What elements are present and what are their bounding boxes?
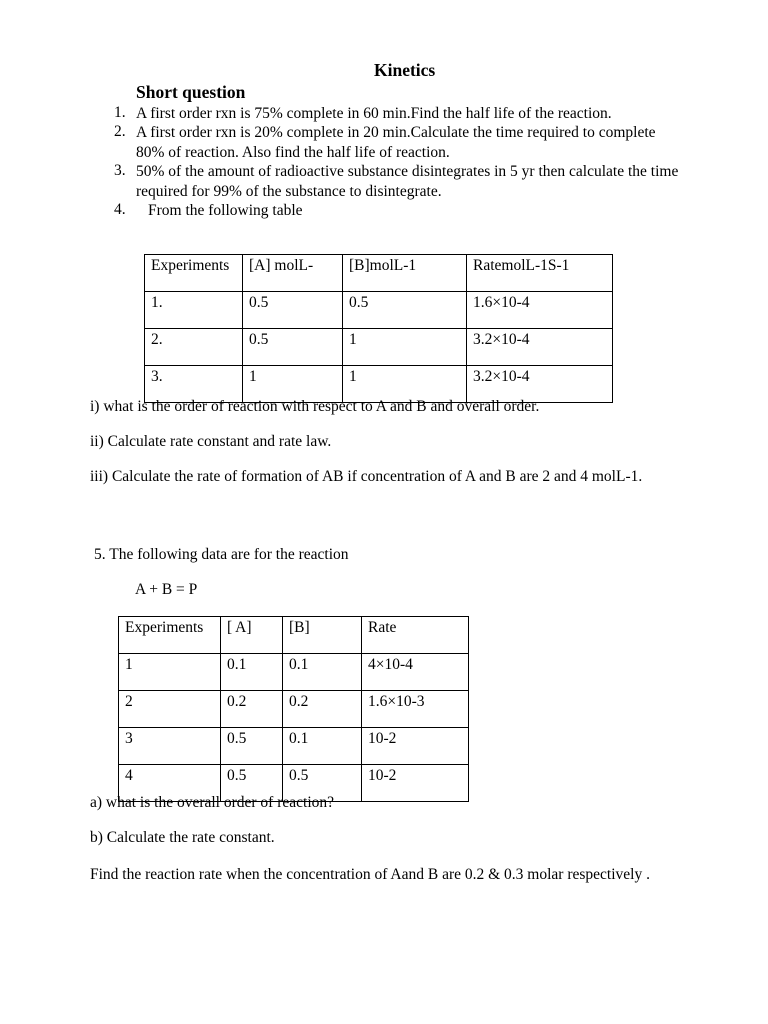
table-row — [145, 292, 613, 329]
table-header-cell: Experiments — [145, 255, 243, 292]
table-cell: 0.2 — [221, 691, 283, 728]
table-cell: 0.5 — [243, 329, 343, 366]
table-cell: 4×10-4 — [362, 654, 469, 691]
table-cell: 1.6×10-4 — [467, 292, 613, 329]
question-text: A first order rxn is 75% complete in 60 min.Find the half life of the reaction. — [136, 105, 612, 122]
table-row — [145, 329, 613, 366]
sub-question: b) Calculate the rate constant. — [90, 829, 275, 846]
question-5-intro: 5. The following data are for the reaction — [94, 546, 349, 563]
sub-question: a) what is the overall order of reaction? — [90, 794, 335, 811]
question-text: 50% of the amount of radioactive substance disintegrates in 5 yr then calculate the time required for 99% of the substance to disintegrate. — [136, 163, 679, 200]
table-header-cell: [B]molL-1 — [343, 255, 467, 292]
rate-data-table-2 — [118, 616, 469, 802]
table-cell: 1.6×10-3 — [362, 691, 469, 728]
question-text: A first order rxn is 20% complete in 20 min.Calculate the time required to complete 80% of reaction. Also find the half life of reaction. — [136, 124, 656, 161]
table-cell: 0.1 — [221, 654, 283, 691]
table-header-row — [145, 255, 613, 292]
rate-data-table-1 — [144, 254, 613, 403]
table-row — [145, 366, 613, 403]
table-cell: 0.5 — [221, 765, 283, 802]
table-cell: 1 — [343, 366, 467, 403]
question-number: 3. — [114, 162, 126, 179]
table-header-cell: [A] molL- — [243, 255, 343, 292]
question-text: From the following table — [148, 202, 303, 219]
table-cell: 2. — [145, 329, 243, 366]
question-number: 4. — [114, 201, 126, 218]
table-cell: 1 — [343, 329, 467, 366]
table-row — [119, 654, 469, 691]
table-cell: 0.5 — [221, 728, 283, 765]
sub-question: ii) Calculate rate constant and rate law. — [90, 433, 332, 450]
table-cell: 3 — [119, 728, 221, 765]
table-cell: 0.1 — [283, 654, 362, 691]
question-number: 2. — [114, 123, 126, 140]
question-number: 1. — [114, 104, 126, 121]
table-header-cell: [B] — [283, 617, 362, 654]
table-cell: 0.5 — [243, 292, 343, 329]
table-cell: 3.2×10-4 — [467, 366, 613, 403]
table-cell: 10-2 — [362, 765, 469, 802]
section-heading: Short question — [136, 82, 246, 102]
table-cell: 3.2×10-4 — [467, 329, 613, 366]
table-cell: 1 — [243, 366, 343, 403]
table-cell: 0.5 — [343, 292, 467, 329]
table-cell: 0.1 — [283, 728, 362, 765]
table-cell: 2 — [119, 691, 221, 728]
table-cell: 4 — [119, 765, 221, 802]
table-cell: 1 — [119, 654, 221, 691]
table-header-cell: Rate — [362, 617, 469, 654]
table-header-cell: Experiments — [119, 617, 221, 654]
table-cell: 3. — [145, 366, 243, 403]
reaction-equation: A + B = P — [135, 581, 198, 598]
table-cell: 0.5 — [283, 765, 362, 802]
table-header-cell: [ A] — [221, 617, 283, 654]
final-question: Find the reaction rate when the concentration of Aand B are 0.2 & 0.3 molar respectively . — [90, 866, 650, 883]
table-row — [119, 728, 469, 765]
table-header-cell: RatemolL-1S-1 — [467, 255, 613, 292]
page-title: Kinetics — [374, 60, 436, 80]
table-row — [119, 691, 469, 728]
table-cell: 1. — [145, 292, 243, 329]
sub-question: i) what is the order of reaction with respect to A and B and overall order. — [90, 398, 540, 415]
sub-question: iii) Calculate the rate of formation of AB if concentration of A and B are 2 and 4 molL-1. — [90, 468, 643, 485]
table-header-row — [119, 617, 469, 654]
table-cell: 0.2 — [283, 691, 362, 728]
table-cell: 10-2 — [362, 728, 469, 765]
